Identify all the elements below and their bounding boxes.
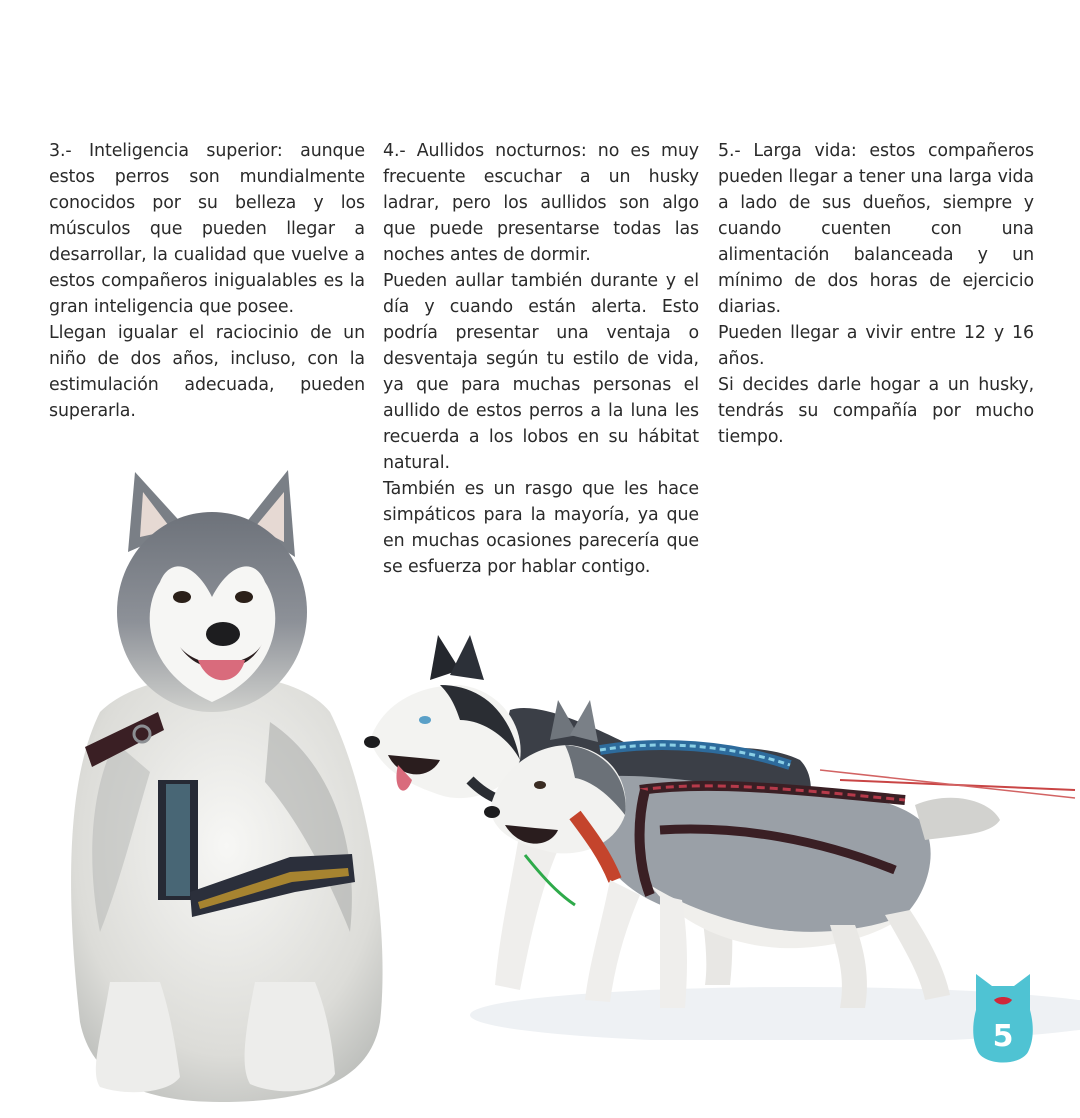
sitting-husky-photo	[40, 462, 400, 1112]
text-column-1	[49, 138, 365, 424]
paragraph: 3.- Inteligencia superior: aunque estos perros son mundialmente conocidos por su belleza y los músculos que pueden llegar a desarrollar, la cualidad que vuelve a estos compañeros inigualables es la gran inteligencia que posee.	[49, 141, 365, 317]
paragraph: También es un rasgo que les hace simpáticos para la mayoría, ya que en muchas ocasiones parecería que se esfuerza por hablar contigo.	[383, 479, 699, 577]
paragraph: Pueden llegar a vivir entre 12 y 16 años.	[718, 323, 1034, 369]
text-column-3	[718, 138, 1034, 450]
paragraph: 4.- Aullidos nocturnos: no es muy frecuente escuchar a un husky ladrar, pero los aullidos son algo que puede presentarse todas las noches antes de dormir.	[383, 141, 699, 265]
paragraph: Pueden aullar también durante y el día y cuando están alerta. Esto podría presentar una ventaja o desventaja según tu estilo de vida, ya que para muchas personas el aullido de estos perros a la luna les recuerda a los lobos en su hábitat natural.	[383, 271, 699, 473]
page-number: 5	[992, 1019, 1014, 1054]
text-column-2	[383, 138, 699, 580]
paragraph: 5.- Larga vida: estos compañeros pueden llegar a tener una larga vida a lado de sus dueños, siempre y cuando cuenten con una alimentación balanceada y un mínimo de dos horas de ejercicio diarias.	[718, 141, 1034, 317]
paragraph: Llegan igualar el raciocinio de un niño de dos años, incluso, con la estimulación adecuada, pueden superarla.	[49, 323, 365, 421]
paragraph: Si decides darle hogar a un husky, tendrás su compañía por mucho tiempo.	[718, 375, 1034, 447]
page-number-badge	[968, 970, 1038, 1070]
